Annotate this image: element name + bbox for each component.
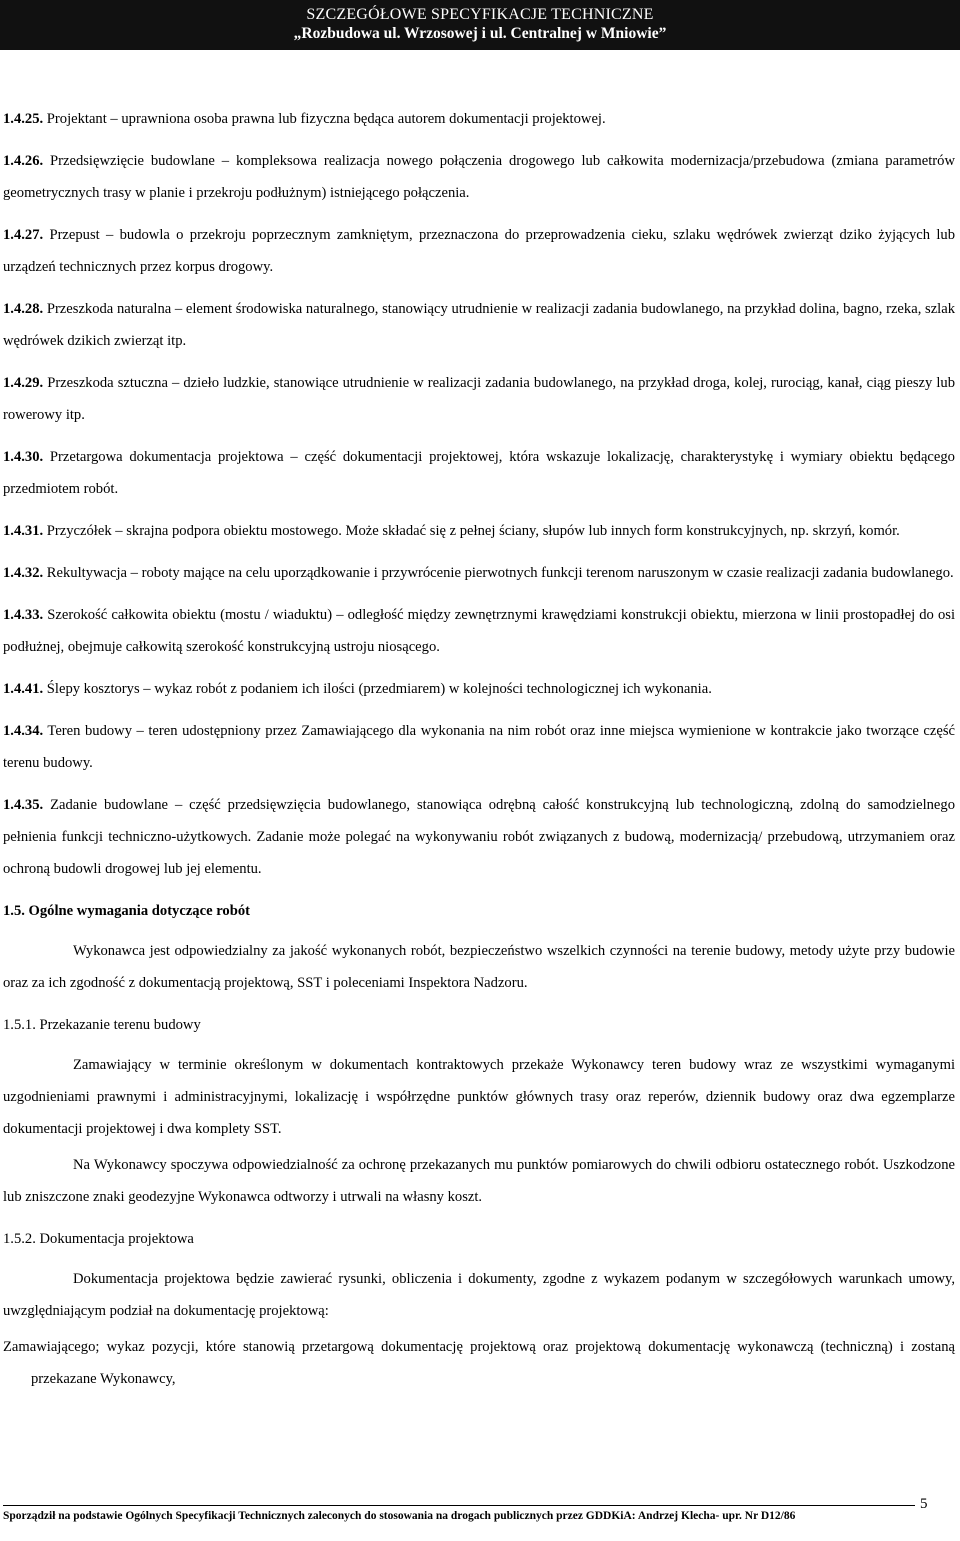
definition-text: Szerokość całkowita obiektu (mostu / wiaduktu) – odległość między zewnętrznymi krawędziami konstrukcji obiektu, mierzona w linii prostopadłej do osi podłużnej, obejmuje całkowitą szerokość konstrukcyjną ustroju niosącego. <box>3 607 955 655</box>
definition-number: 1.4.34. <box>3 723 44 739</box>
definition-1-4-29 <box>3 367 955 431</box>
definition-text: Przedsięwzięcie budowlane – kompleksowa realizacja nowego połączenia drogowego lub całkowita modernizacja/przebudowa (zmiana parametrów geometrycznych trasy w planie i przekroju podłużnym) istniejącego połączenia. <box>3 153 955 201</box>
subsection-heading-1-5-2: 1.5.2. Dokumentacja projektowa <box>3 1231 194 1247</box>
subsection-heading-1-5-1: 1.5.1. Przekazanie terenu budowy <box>3 1017 201 1033</box>
section-heading: 1.5. Ogólne wymagania dotyczące robót <box>3 903 250 919</box>
definition-text: Przeszkoda sztuczna – dzieło ludzkie, stanowiące utrudnienie w realizacji zadania budowlanego, na przykład droga, kolej, rurociąg, kanał, ciąg pieszy lub rowerowy itp. <box>3 375 955 423</box>
definition-1-4-26 <box>3 145 955 209</box>
definition-number: 1.4.31. <box>3 523 44 539</box>
definition-text: Projektant – uprawniona osoba prawna lub fizyczna będąca autorem dokumentacji projektowej. <box>46 111 606 127</box>
document-body <box>3 103 955 1395</box>
definition-1-4-35 <box>3 789 955 885</box>
section-intro: Wykonawca jest odpowiedzialny za jakość wykonanych robót, bezpieczeństwo wszelkich czynności na terenie budowy, metody użyte przy budowie oraz za ich zgodność z dokumentacją projektową, SST i poleceniami Inspektora Nadzoru. <box>3 943 955 991</box>
definition-1-4-31 <box>3 515 955 547</box>
subsection-paragraph: Zamawiający w terminie określonym w dokumentach kontraktowych przekaże Wykonawcy teren budowy wraz ze wszystkimi wymaganymi uzgodnieniami prawnymi i administracyjnymi, lokalizację i współrzędne punktów głównych trasy oraz reperów, dziennik budowy oraz dwa egzemplarze dokumentacji projektowej i dwa komplety SST. <box>3 1057 955 1137</box>
definition-number: 1.4.35. <box>3 797 44 813</box>
definition-number: 1.4.41. <box>3 681 44 697</box>
page-number: 5 <box>920 1496 928 1512</box>
header-title: SZCZEGÓŁOWE SPECYFIKACJE TECHNICZNE <box>306 6 654 23</box>
definition-1-4-27 <box>3 219 955 283</box>
definition-text: Przetargowa dokumentacja projektowa – część dokumentacji projektowej, która wskazuje lokalizację, charakterystykę i wymiary obiektu będącego przedmiotem robót. <box>3 449 955 497</box>
definition-1-4-25 <box>3 103 955 135</box>
list-item: Zamawiającego; wykaz pozycji, które stanowią przetargową dokumentację projektową oraz projektową dokumentację wykonawczą (techniczną) i zostaną przekazane Wykonawcy, <box>3 1339 955 1387</box>
definition-number: 1.4.26. <box>3 153 44 169</box>
subsection-paragraph: Dokumentacja projektowa będzie zawierać rysunki, obliczenia i dokumenty, zgodne z wykazem podanym w szczegółowych warunkach umowy, uwzględniającym podział na dokumentację projektową: <box>3 1271 955 1319</box>
definition-number: 1.4.25. <box>3 111 44 127</box>
definition-text: Teren budowy – teren udostępniony przez Zamawiającego dla wykonania na nim robót oraz inne miejsca wymienione w kontrakcie jako tworzące część terenu budowy. <box>3 723 955 771</box>
definition-text: Zadanie budowlane – część przedsięwzięcia budowlanego, stanowiąca odrębną całość konstrukcyjną lub technologiczną, zdolną do samodzielnego pełnienia funkcji techniczno-użytkowych. Zadanie może polegać na wykonywaniu robót związanych z budową, modernizacją/ przebudową, utrzymaniem oraz ochroną budowli drogowej lub jej elementu. <box>3 797 955 877</box>
definition-number: 1.4.30. <box>3 449 44 465</box>
definition-1-4-28 <box>3 293 955 357</box>
definition-number: 1.4.32. <box>3 565 44 581</box>
definition-number: 1.4.29. <box>3 375 44 391</box>
page-header <box>0 0 960 50</box>
definition-text: Przyczółek – skrajna podpora obiektu mostowego. Może składać się z pełnej ściany, słupów lub innych form konstrukcyjnych, np. skrzyń, komór. <box>46 523 900 539</box>
definition-text: Rekultywacja – roboty mające na celu uporządkowanie i przywrócenie pierwotnych funkcji terenom naruszonym w czasie realizacji zadania budowlanego. <box>46 565 954 581</box>
definition-1-4-32 <box>3 557 955 589</box>
definition-number: 1.4.33. <box>3 607 44 623</box>
definition-1-4-41 <box>3 673 955 705</box>
header-subtitle: „Rozbudowa ul. Wrzosowej i ul. Centralnej w Mniowie” <box>293 25 667 42</box>
footer-text: Sporządził na podstawie Ogólnych Specyfikacji Technicznych zaleconych do stosowania na drogach publicznych przez GDDKiA: Andrzej Klecha- upr. Nr D12/86 <box>3 1510 796 1522</box>
definition-number: 1.4.27. <box>3 227 44 243</box>
definition-number: 1.4.28. <box>3 301 44 317</box>
definition-text: Przepust – budowla o przekroju poprzecznym zamkniętym, przeznaczona do przeprowadzenia cieku, szlaku wędrówek zwierząt dziko żyjących lub urządzeń technicznych przez korpus drogowy. <box>3 227 955 275</box>
definition-1-4-34 <box>3 715 955 779</box>
definition-text: Przeszkoda naturalna – element środowiska naturalnego, stanowiący utrudnienie w realizacji zadania budowlanego, na przykład dolina, bagno, rzeka, szlak wędrówek dzikich zwierząt itp. <box>3 301 955 349</box>
definition-1-4-33 <box>3 599 955 663</box>
subsection-paragraph: Na Wykonawcy spoczywa odpowiedzialność za ochronę przekazanych mu punktów pomiarowych do chwili odbioru ostatecznego robót. Uszkodzone lub zniszczone znaki geodezyjne Wykonawca odtworzy i utrwali na własny koszt. <box>3 1157 955 1205</box>
definition-text: Ślepy kosztorys – wykaz robót z podaniem ich ilości (przedmiarem) w kolejności technologicznej ich wykonania. <box>46 681 712 697</box>
definition-1-4-30 <box>3 441 955 505</box>
footer-divider <box>3 1505 915 1506</box>
